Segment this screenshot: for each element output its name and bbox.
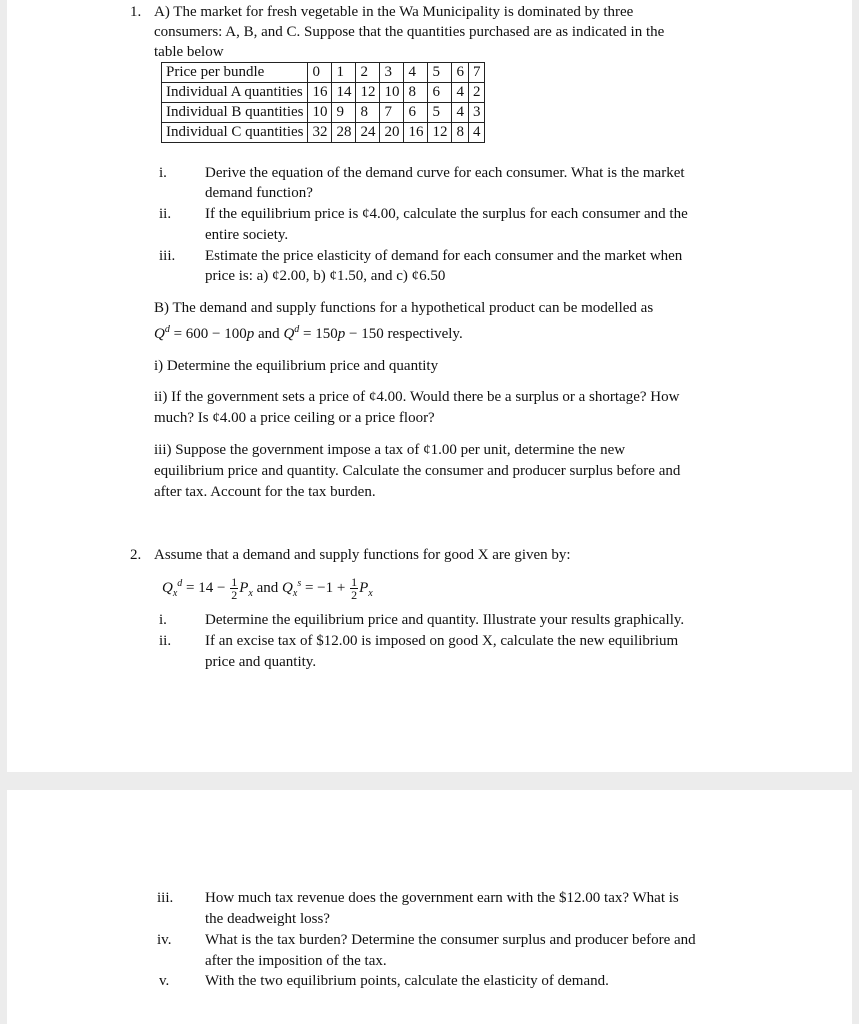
- table-row: [162, 63, 485, 83]
- item-number: ii.: [159, 633, 172, 649]
- fraction: $\frac{1}{2}$: [351, 575, 358, 603]
- conjunction: and: [258, 326, 280, 342]
- item-text: demand function?: [205, 185, 313, 201]
- item-number: i.: [159, 165, 167, 181]
- part-b-item-ii-line-1: ii) If the government sets a price of ¢4.00. Would there be a surplus or a shortage? How: [154, 389, 680, 405]
- table-cell: 14: [332, 83, 356, 103]
- item-text: How much tax revenue does the government earn with the $12.00 tax? What is: [205, 890, 679, 906]
- part-b-item-i: i) Determine the equilibrium price and quantity: [154, 358, 439, 374]
- table-cell: 10: [380, 83, 404, 103]
- item-text: the deadweight loss?: [205, 911, 330, 927]
- demand-equation: = 600 − 100: [173, 326, 247, 342]
- table-cell: 8: [356, 103, 380, 123]
- table-cell: 24: [356, 123, 380, 143]
- table-cell: 7: [380, 103, 404, 123]
- part-b-item-iii-line-1: iii) Suppose the government impose a tax of ¢1.00 per unit, determine the new: [154, 442, 626, 458]
- table-cell: 6: [452, 63, 469, 83]
- item-number: v.: [159, 973, 170, 989]
- row-label: Individual C quantities: [162, 123, 308, 143]
- item-number: ii.: [159, 206, 172, 222]
- item-text: Derive the equation of the demand curve for each consumer. What is the market: [205, 165, 685, 181]
- table-cell: 8: [404, 83, 428, 103]
- part-b-item-iii-line-3: after tax. Account for the tax burden.: [154, 484, 376, 500]
- table-cell: 12: [356, 83, 380, 103]
- row-label: Individual A quantities: [162, 83, 308, 103]
- item-text: What is the tax burden? Determine the consumer surplus and producer before and: [205, 932, 696, 948]
- fraction: $\frac{1}{2}$: [231, 575, 238, 603]
- item-text: price and quantity.: [205, 654, 317, 670]
- table-cell: 10: [308, 103, 332, 123]
- question-1-intro-line-1: A) The market for fresh vegetable in the Wa Municipality is dominated by three: [154, 4, 634, 20]
- table-cell: 0: [308, 63, 332, 83]
- table-cell: 3: [380, 63, 404, 83]
- table-row: [162, 123, 485, 143]
- page-1: [7, 0, 852, 772]
- table-cell: 1: [332, 63, 356, 83]
- part-b-item-ii-line-2: much? Is ¢4.00 a price ceiling or a price floor?: [154, 410, 435, 426]
- item-text: Estimate the price elasticity of demand for each consumer and the market when: [205, 248, 683, 264]
- table-cell: 16: [308, 83, 332, 103]
- page-2: [7, 790, 852, 1024]
- table-cell: 2: [468, 83, 485, 103]
- table-cell: 28: [332, 123, 356, 143]
- table-row: [162, 83, 485, 103]
- table-cell: 20: [380, 123, 404, 143]
- part-b-equations: $Q^d = 600 - 100p$ and $Q^d = 150p - 150$ respectively.: [154, 324, 463, 342]
- question-2-intro: Assume that a demand and supply functions for good X are given by:: [154, 547, 571, 563]
- item-text: after the imposition of the tax.: [205, 953, 387, 969]
- question-2-number: 2.: [130, 547, 142, 563]
- question-1-intro-line-3: table below: [154, 44, 224, 60]
- conjunction: and: [256, 580, 279, 596]
- table-cell: 4: [404, 63, 428, 83]
- item-number: iii.: [157, 890, 174, 906]
- demand-function: = 14 −: [186, 580, 226, 596]
- table-cell: 4: [452, 103, 469, 123]
- demand-table: [161, 62, 485, 143]
- table-cell: 4: [468, 123, 485, 143]
- table-cell: 6: [404, 103, 428, 123]
- question-1-number: 1.: [130, 4, 142, 20]
- table-cell: 32: [308, 123, 332, 143]
- item-text: If the equilibrium price is ¢4.00, calculate the surplus for each consumer and the: [205, 206, 688, 222]
- item-text: entire society.: [205, 227, 289, 243]
- table-cell: 9: [332, 103, 356, 123]
- table-cell: 5: [428, 63, 452, 83]
- item-text: With the two equilibrium points, calculate the elasticity of demand.: [205, 973, 609, 989]
- table-cell: 7: [468, 63, 485, 83]
- supply-function: = −1 +: [304, 580, 346, 596]
- table-cell: 5: [428, 103, 452, 123]
- part-b-item-iii-line-2: equilibrium price and quantity. Calculate the consumer and producer surplus before and: [154, 463, 681, 479]
- table-cell: 8: [452, 123, 469, 143]
- supply-equation: = 150: [303, 326, 338, 342]
- item-text: If an excise tax of $12.00 is imposed on good X, calculate the new equilibrium: [205, 633, 679, 649]
- table-cell: 6: [428, 83, 452, 103]
- item-text: Determine the equilibrium price and quantity. Illustrate your results graphically.: [205, 612, 685, 628]
- table-cell: 16: [404, 123, 428, 143]
- item-number: iii.: [159, 248, 176, 264]
- item-number: i.: [159, 612, 167, 628]
- question-2-equations: $Q_x^d = 14$ − $\frac{1}{2}$ $P_x$ and $Q_x^s = -1$ + $\frac{1}{2}$ $P_x$: [162, 575, 373, 603]
- table-cell: 2: [356, 63, 380, 83]
- item-text: price is: a) ¢2.00, b) ¢1.50, and c) ¢6.50: [205, 268, 446, 284]
- part-b-intro: B) The demand and supply functions for a hypothetical product can be modelled as: [154, 300, 654, 316]
- supply-equation-tail: − 150 respectively.: [349, 326, 463, 342]
- table-cell: 3: [468, 103, 485, 123]
- table-cell: 4: [452, 83, 469, 103]
- table-cell: 12: [428, 123, 452, 143]
- item-number: iv.: [157, 932, 172, 948]
- row-label: Price per bundle: [162, 63, 308, 83]
- question-1-intro-line-2: consumers: A, B, and C. Suppose that the quantities purchased are as indicated in the: [154, 24, 665, 40]
- row-label: Individual B quantities: [162, 103, 308, 123]
- table-row: [162, 103, 485, 123]
